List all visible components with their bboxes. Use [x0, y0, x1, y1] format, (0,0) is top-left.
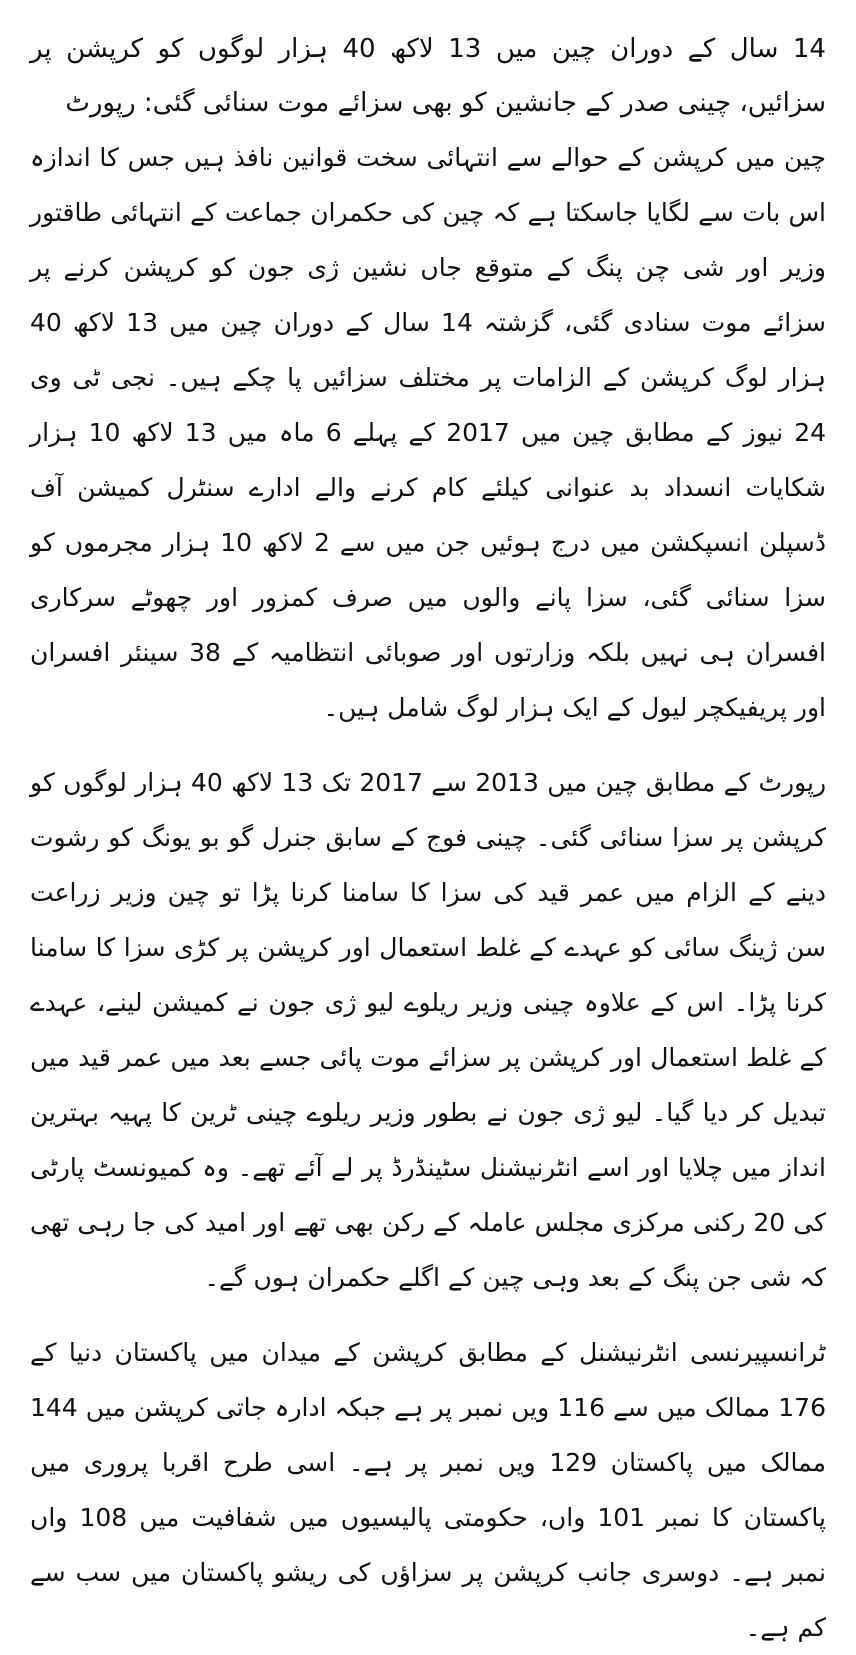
article-paragraph-1: چین میں کرپشن کے حوالے سے انتہائی سخت قوانین نافذ ہیں جس کا اندازہ اس بات سے لگایا جاسکتا ہے کہ چین کی حکمران جماعت کے انتہائی طاقتور وزیر اور شی چن پنگ کے متوقع جاں نشین ژی جون کو کرپشن کرنے پر سزائے موت سنادی گئی، گزشتہ 14 سال کے دوران چین میں 13 لاکھ 40 ہزار لوگ کرپشن کے الزامات پر مختلف سزائیں پا چکے ہیں۔ نجی ٹی وی 24 نیوز کے مطابق چین میں 2017 کے پہلے 6 ماہ میں 13 لاکھ 10 ہزار شکایات انسداد بد عنوانی کیلئے کام کرنے والے ادارے سنٹرل کمیشن آف ڈسپلن انسپکشن میں درج ہوئیں جن میں سے 2 لاکھ 10 ہزار مجرموں کو سزا سنائی گئی، سزا پانے والوں میں صرف کمزور اور چھوٹے سرکاری افسران ہی نہیں بلکہ وزارتوں اور صوبائی انتظامیہ کے 38 سینئر افسران اور پریفیکچر لیول کے ایک ہزار لوگ شامل ہیں۔: [30, 143, 827, 722]
article-paragraph-2: رپورٹ کے مطابق چین میں 2013 سے 2017 تک 13 لاکھ 40 ہزار لوگوں کو کرپشن پر سزا سنائی گئی۔ چینی فوج کے سابق جنرل گو بو یونگ کو رشوت دینے کے الزام میں عمر قید کی سزا کا سامنا کرنا پڑا تو چین وزیر زراعت سن ژینگ سائی کو عہدے کے غلط استعمال اور کرپشن پر کڑی سزا کا سامنا کرنا پڑا۔ اس کے علاوہ چینی وزیر ریلوے لیو ژی جون نے کمیشن لینے، عہدے کے غلط استعمال اور کرپشن پر سزائے موت پائی جسے بعد میں عمر قید میں تبدیل کر دیا گیا۔ لیو ژی جون نے بطور وزیر ریلوے چینی ٹرین کا پہیہ بہترین انداز میں چلایا اور اسے انٹرنیشنل سٹینڈرڈ پر لے آئے تھے۔ وہ کمیونسٹ پارٹی کی 20 رکنی مرکزی مجلس عاملہ کے رکن بھی تھے اور امید کی جا رہی تھی کہ شی جن پنگ کے بعد وہی چین کے اگلے حکمران ہوں گے۔: [30, 768, 827, 1292]
news-article: [30, 22, 826, 1655]
article-headline: 14 سال کے دوران چین میں 13 لاکھ 40 ہزار لوگوں کو کرپشن پر سزائیں، چینی صدر کے جانشین کو بھی سزائے موت سنائی گئی: رپورٹ: [30, 34, 826, 118]
article-paragraph-3: ٹرانسپیرنسی انٹرنیشنل کے مطابق کرپشن کے میدان میں پاکستان دنیا کے 176 ممالک میں سے 116 ویں نمبر پر ہے جبکہ ادارہ جاتی کرپشن میں 144 ممالک میں پاکستان 129 ویں نمبر پر ہے۔ اسی طرح اقربا پروری میں پاکستان کا نمبر 101 واں، حکومتی پالیسیوں میں شفافیت میں 108 واں نمبر ہے۔ دوسری جانب کرپشن پر سزاؤں کی ریشو پاکستان میں سب سے کم ہے۔: [30, 1338, 826, 1642]
